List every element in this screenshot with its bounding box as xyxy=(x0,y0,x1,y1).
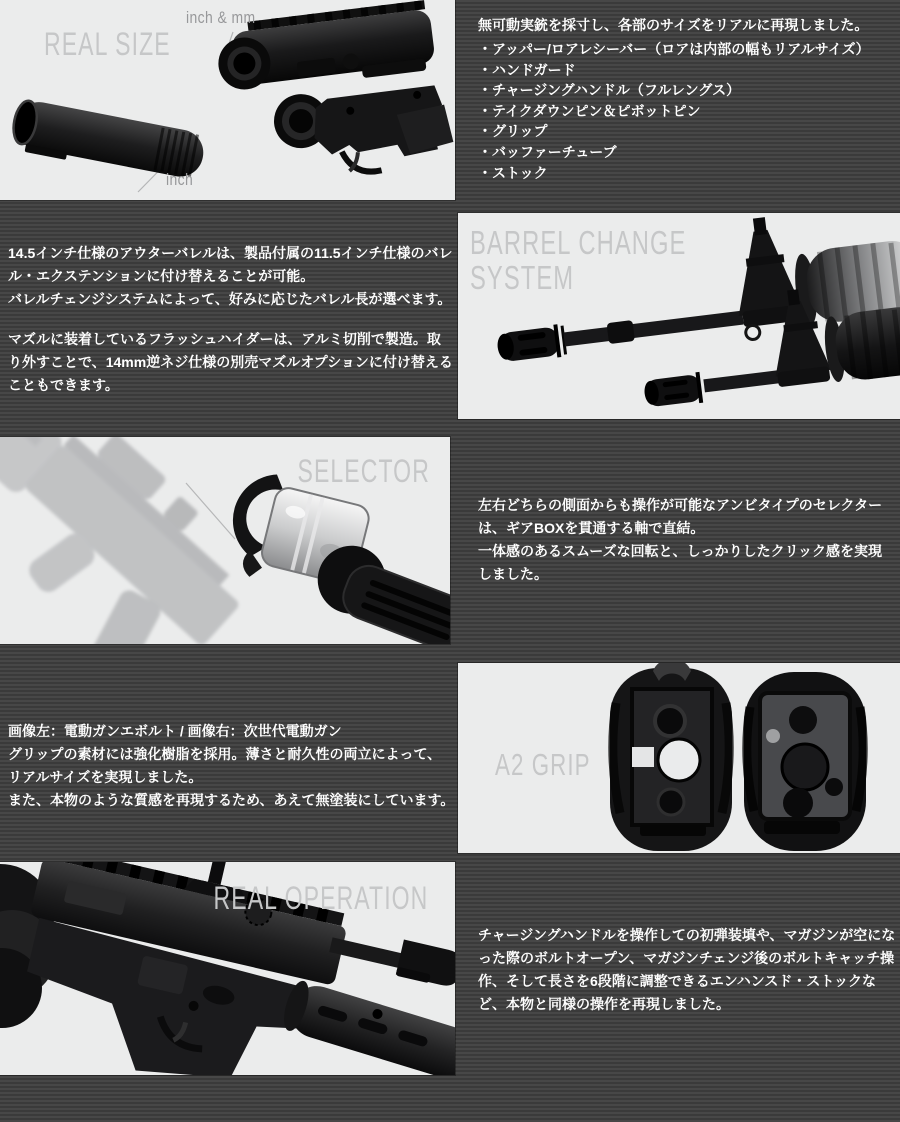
real-operation-paragraph: チャージングハンドルを操作しての初弾装填や、マガジンが空になった際のボルトオープン、マガジンチェンジ後のボルトキャッチ操作、そして長さを6段階に調整できるエンハンスド・ストックなど、本物と同様の操作を再現しました。 xyxy=(478,927,896,1012)
selector-paragraph-1: 左右どちらの側面からも操作が可能なアンビタイプのセレクターは、ギアBOXを貫通する軸で直結。 xyxy=(478,497,883,536)
feature-bullet: ・ストック xyxy=(478,164,548,181)
background-rifle xyxy=(0,437,270,644)
barrel-paragraph-1: 14.5インチ仕様のアウターバレルは、製品付属の11.5インチ仕様のバレル・エクステンションに付け替えることが可能。 xyxy=(8,245,453,284)
selector-photo-panel xyxy=(0,437,450,644)
barrel-change-title xyxy=(470,226,686,296)
buffer-tube-stock xyxy=(279,978,455,1075)
grip-right xyxy=(744,672,866,851)
barrel-change-title-line2: SYSTEM xyxy=(470,258,575,296)
selector-description xyxy=(478,494,896,586)
selector-title: SELECTOR xyxy=(297,453,430,489)
real-size-heading: 無可動実銃を採寸し、各部のサイズをリアルに再現しました。 xyxy=(478,17,869,33)
selector-assembly xyxy=(213,467,450,644)
feature-bullet: ・ハンドガード xyxy=(478,61,576,78)
flash-hider xyxy=(496,323,568,364)
outer-barrel xyxy=(563,311,743,347)
a2-grip-photo-panel xyxy=(458,663,900,853)
feature-bullet: ・チャージングハンドル（フルレングス） xyxy=(478,82,741,99)
real-operation-photo-panel xyxy=(0,862,455,1075)
real-size-description xyxy=(478,14,893,183)
charging-handle xyxy=(327,924,455,990)
inch-mm-label: inch & mm xyxy=(186,8,256,27)
feature-bullet: ・テイクダウンピン＆ピボットピン xyxy=(478,102,701,119)
a2-grip-title: A2 GRIP xyxy=(495,747,591,782)
real-size-photo-panel xyxy=(0,0,455,200)
barrel-change-title-line1: BARREL CHANGE xyxy=(470,224,687,261)
selector-paragraph-2: 一体感のあるスムーズな回転と、しっかりしたクリック感を実現しました。 xyxy=(478,543,883,582)
feature-bullet: ・グリップ xyxy=(478,123,548,140)
feature-bullet: ・アッパー/ロアレシーバー（ロアは内部の幅もリアルサイズ） xyxy=(478,41,870,57)
barrel-paragraph-2: バレルチェンジシステムによって、好みに応じたバレル長が選べます。 xyxy=(8,291,452,307)
real-operation-title: REAL OPERATION xyxy=(213,880,428,916)
real-size-bullet-list xyxy=(478,39,893,183)
grip-caption: 画像左：電動ガンエボルト / 画像右：次世代電動ガン xyxy=(8,723,342,739)
grip-paragraph-1: グリップの素材には強化樹脂を採用。薄さと耐久性の両立によって、リアルサイズを実現しました。 xyxy=(8,746,442,785)
grip-left xyxy=(610,663,732,851)
real-size-title: REAL SIZE xyxy=(44,26,171,62)
barrel-change-photo-panel xyxy=(458,213,900,419)
lower-receiver xyxy=(272,81,455,180)
barrel-paragraph-3: マズルに装着しているフラッシュハイダーは、アルミ切削で製造。取り外すことで、14mm逆ネジ仕様の別売マズルオプションに付け替えることもできます。 xyxy=(8,331,453,393)
inch-label: inch xyxy=(166,170,194,189)
feature-bullet: ・バッファーチューブ xyxy=(478,143,617,160)
grip-paragraph-2: また、本物のような質感を再現するため、あえて無塗装にしています。 xyxy=(8,792,455,808)
barrel-change-description xyxy=(8,242,453,397)
flash-hider-2 xyxy=(643,372,703,410)
selector-lever-right xyxy=(337,559,450,644)
grip-description xyxy=(8,720,455,812)
real-operation-description xyxy=(478,924,896,1016)
